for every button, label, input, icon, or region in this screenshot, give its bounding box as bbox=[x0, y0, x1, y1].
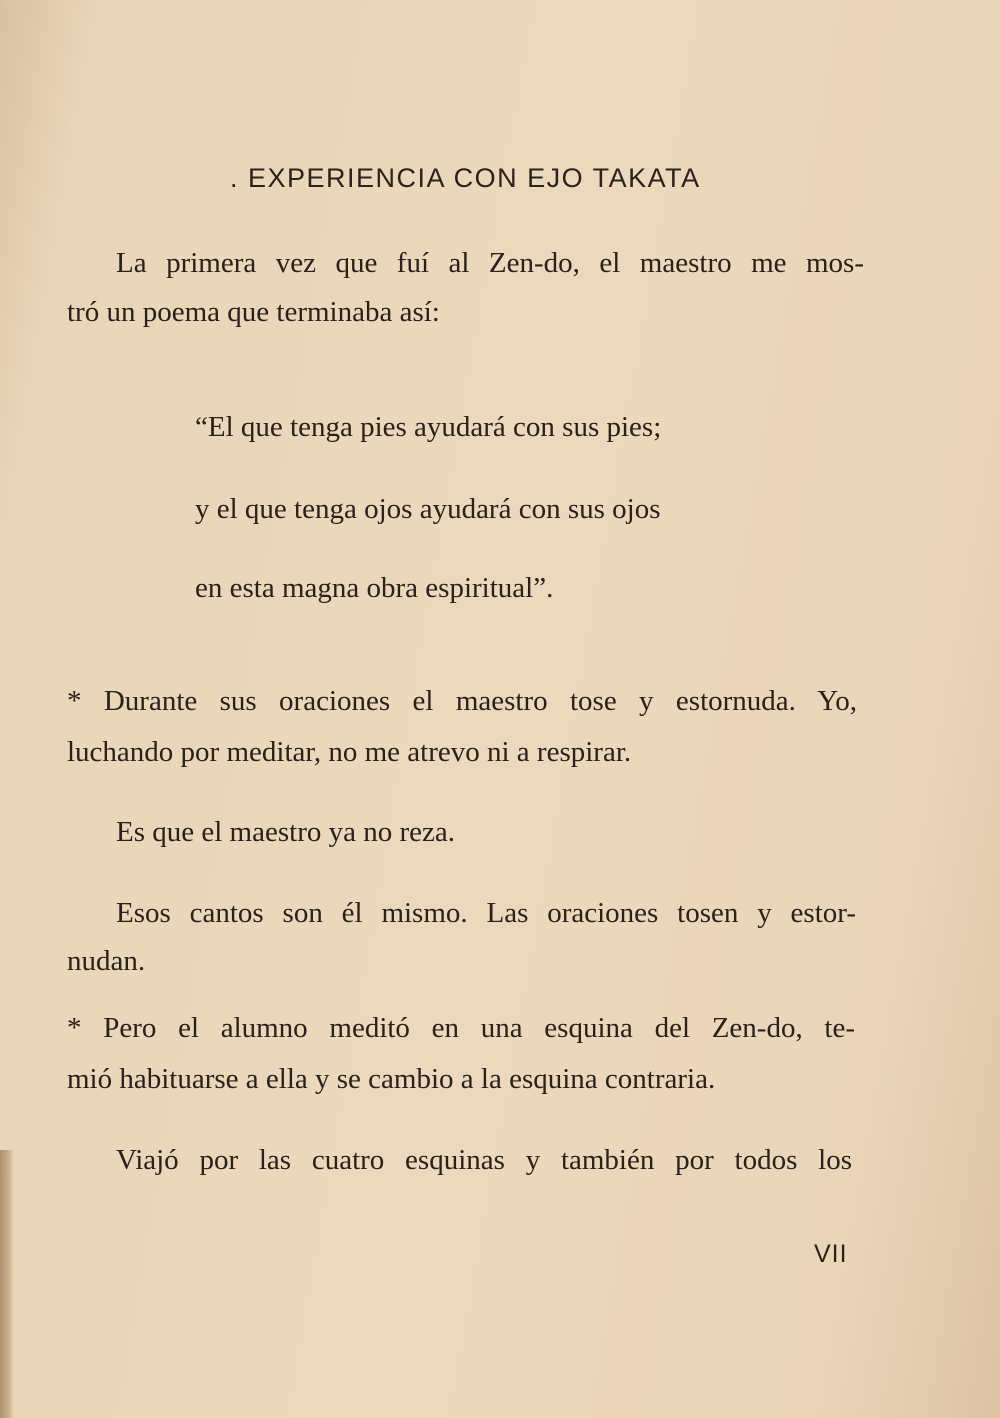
paragraph-5-line-1: * Pero el alumno meditó en una esquina del Zen-do, te- bbox=[67, 1012, 855, 1044]
paragraph-3-line-1: Es que el maestro ya no reza. bbox=[116, 816, 455, 848]
page-edge-shadow bbox=[0, 1150, 14, 1418]
paragraph-4-line-1: Esos cantos son él mismo. Las oraciones tosen y estor- bbox=[116, 897, 856, 929]
paragraph-2-line-1: * Durante sus oraciones el maestro tose y estornuda. Yo, bbox=[67, 685, 857, 717]
paragraph-6-line-1: Viajó por las cuatro esquinas y también por todos los bbox=[116, 1144, 852, 1176]
chapter-heading: . EXPERIENCIA CON EJO TAKATA bbox=[230, 163, 701, 193]
paragraph-4-line-2: nudan. bbox=[67, 945, 146, 977]
paragraph-2-line-2: luchando por meditar, no me atrevo ni a respirar. bbox=[67, 736, 632, 768]
poem-line-3: en esta magna obra espiritual”. bbox=[195, 572, 554, 604]
paragraph-1-line-1: La primera vez que fuí al Zen-do, el maestro me mos- bbox=[116, 247, 864, 279]
paragraph-5-line-2: mió habituarse a ella y se cambio a la esquina contraria. bbox=[67, 1063, 716, 1095]
page-number: VII bbox=[814, 1240, 848, 1268]
poem-line-1: “El que tenga pies ayudará con sus pies; bbox=[195, 411, 662, 443]
paragraph-1-line-2: tró un poema que terminaba así: bbox=[67, 296, 440, 328]
poem-line-2: y el que tenga ojos ayudará con sus ojos bbox=[195, 493, 661, 525]
